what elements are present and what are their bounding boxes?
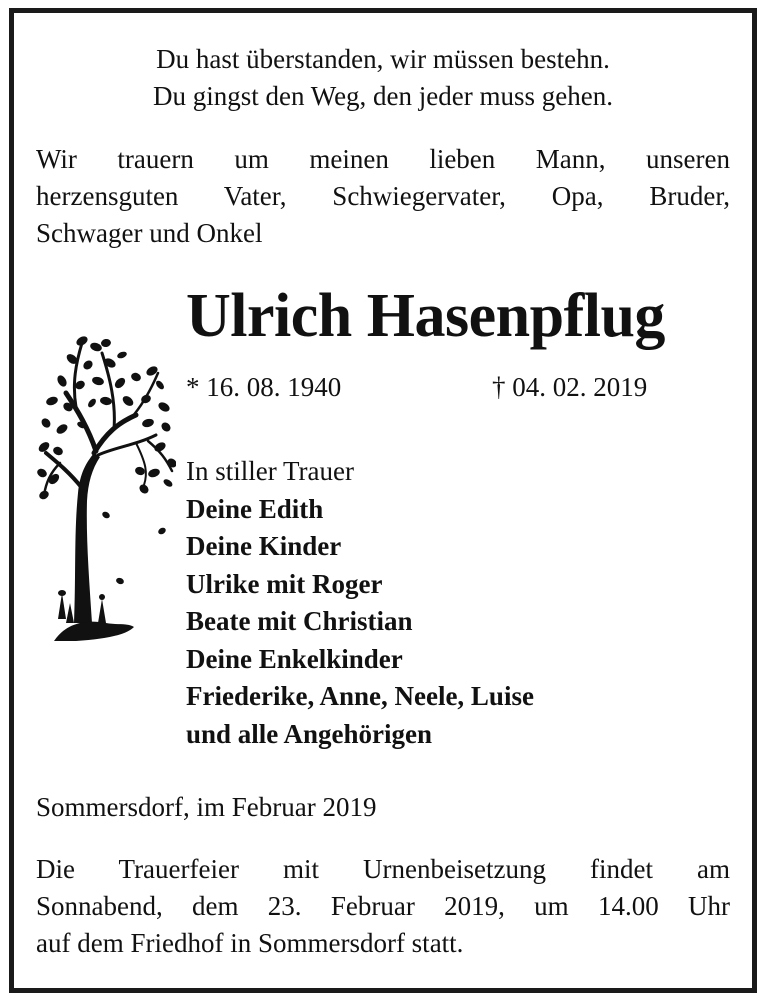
poem: [14, 41, 752, 115]
intro-line-1: Wir trauern um meinen lieben Mann, unseren: [36, 144, 730, 174]
mourners-list: [186, 453, 534, 753]
intro-line-2: herzensguten Vater, Schwiegervater, Opa, Bruder,: [36, 181, 730, 211]
intro-text: [36, 141, 730, 252]
intro-line-3: Schwager und Onkel: [36, 218, 263, 248]
service-notice: [36, 851, 730, 962]
poem-line-2: Du gingst den Weg, den jeder muss gehen.: [153, 81, 613, 111]
mourner-name: und alle Angehörigen: [186, 718, 433, 749]
mourners-heading: In stiller Trauer: [186, 456, 354, 486]
birth-date: * 16. 08. 1940: [186, 372, 342, 402]
mourner-name: Ulrike mit Roger: [186, 568, 383, 599]
death-date: † 04. 02. 2019: [492, 372, 648, 402]
poem-line-1: Du hast überstanden, wir müssen bestehn.: [156, 44, 610, 74]
mourner-name: Deine Edith: [186, 493, 324, 524]
obituary-frame: [9, 8, 757, 993]
service-line-1: Die Trauerfeier mit Urnenbeisetzung findet am: [36, 854, 730, 884]
tree-illustration-icon: [36, 323, 176, 643]
place-date: Sommersdorf, im Februar 2019: [36, 792, 377, 822]
service-line-2: Sonnabend, dem 23. Februar 2019, um 14.00 Uhr: [36, 891, 730, 921]
mourner-name: Deine Kinder: [186, 531, 342, 561]
mourner-name: Deine Enkelkinder: [186, 643, 403, 674]
mourner-name: Beate mit Christian: [186, 606, 413, 636]
deceased-name: Ulrich Hasenpflug: [186, 282, 665, 350]
mourner-name: Friederike, Anne, Neele, Luise: [186, 681, 534, 711]
service-line-3: auf dem Friedhof in Sommersdorf statt.: [36, 928, 464, 958]
